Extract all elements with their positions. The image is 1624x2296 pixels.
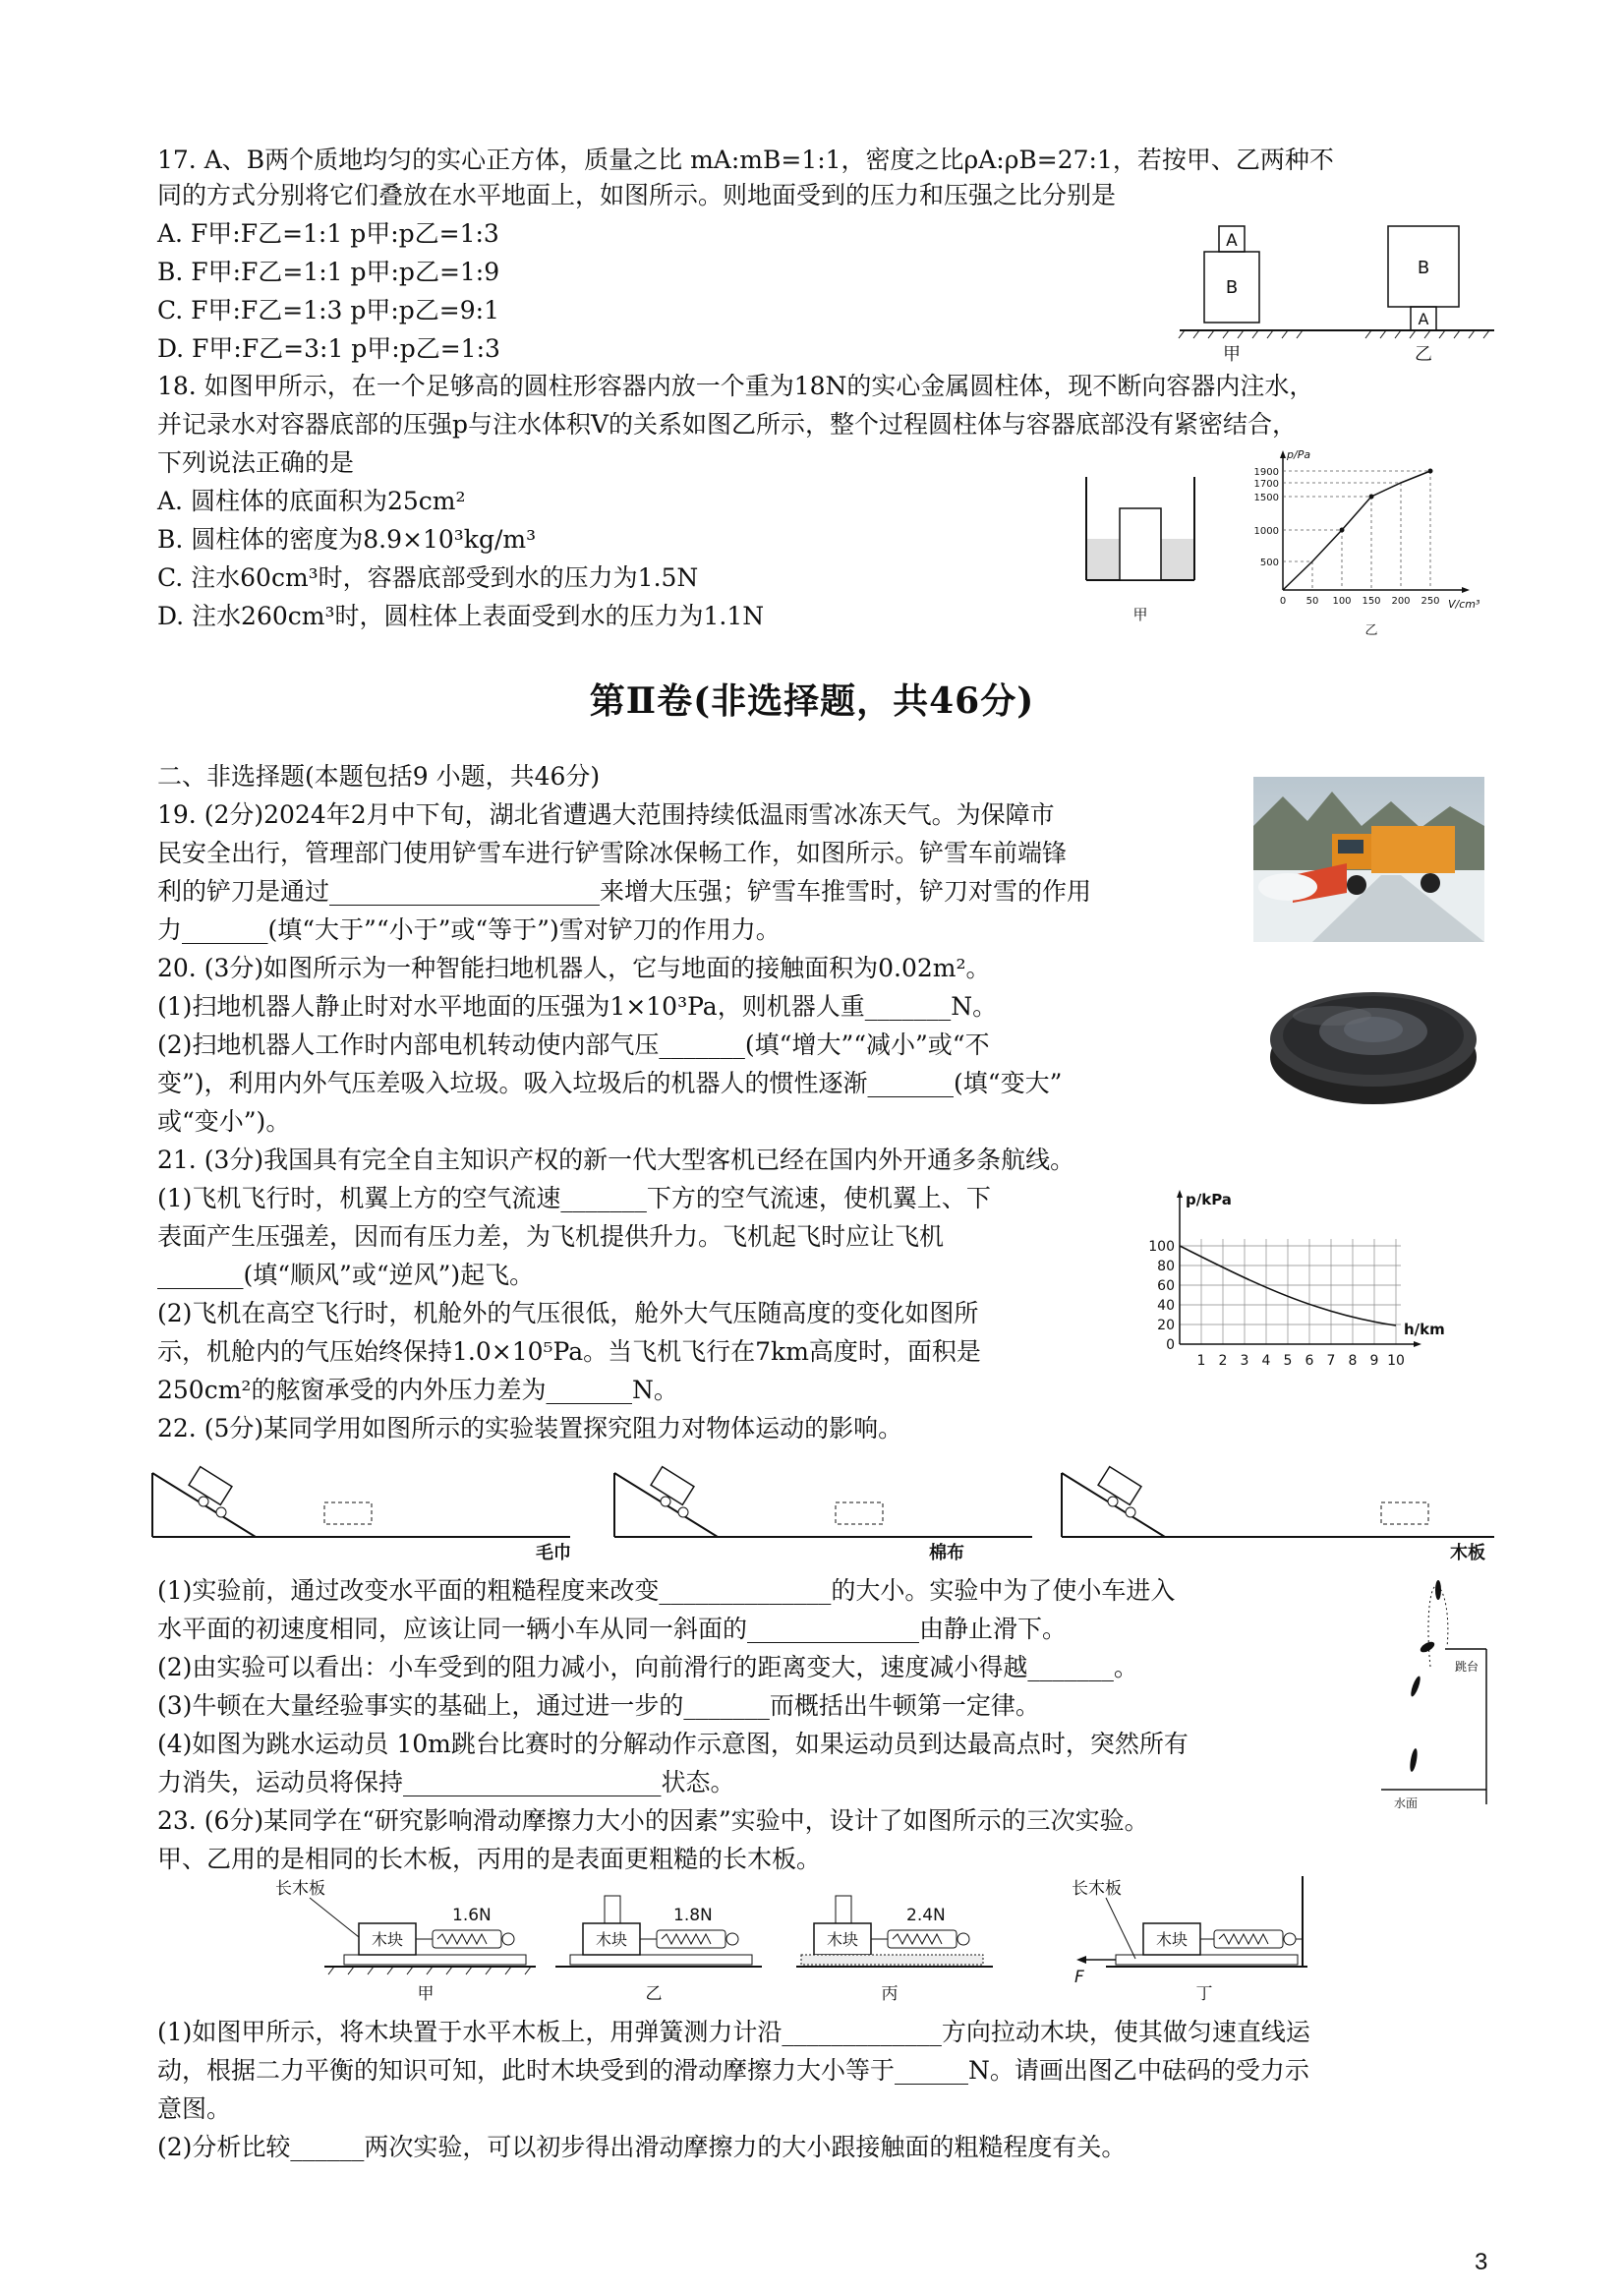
q21-chart-xtick: 8	[1348, 1353, 1358, 1369]
q23-line5: 意图。	[157, 2094, 232, 2123]
q23-fig2-force: 2.4N	[906, 1906, 946, 1925]
diving-platform-label: 跳台	[1455, 1660, 1479, 1674]
q23-fig1-caption: 乙	[645, 1984, 663, 2004]
q17-fig-label-a1: A	[1226, 231, 1238, 251]
q21-chart-xtick: 7	[1326, 1353, 1336, 1369]
q21-line6: 示，机舱内的气压始终保持1.0×10⁵Pa。当飞机飞行在7km高度时，面积是	[157, 1337, 981, 1366]
q18-chart-ylabel: p/Pa	[1287, 448, 1311, 461]
q23-fig1-force: 1.8N	[673, 1906, 713, 1925]
q20-line5: 或“变小”)。	[157, 1107, 291, 1136]
q21-chart-xtick: 3	[1240, 1353, 1249, 1369]
q17-option-d: D. F甲:F乙=3:1 p甲:p乙=1:3	[157, 334, 500, 363]
q18-chart-xtick: 250	[1421, 596, 1440, 607]
q23-fig3-board-label: 长木板	[1072, 1879, 1122, 1899]
q23-fig3-F: F	[1074, 1968, 1084, 1987]
q22-line3: (2)由实验可以看出：小车受到的阻力减小，向前滑行的距离变大，速度减小得越_______。	[157, 1653, 1138, 1681]
q21-chart-ytick: 60	[1157, 1278, 1175, 1294]
q18-chart-ytick: 1900	[1253, 467, 1279, 478]
q18-chart-ytick: 500	[1259, 558, 1279, 568]
page-number: 3	[1475, 2249, 1488, 2275]
q18-fig-caption-yi: 乙	[1364, 623, 1378, 638]
q21-pressure-chart	[1131, 1185, 1475, 1391]
q17-fig-label-b1: B	[1225, 277, 1239, 298]
q19-line4: 力_______(填“大于”“小于”或“等于”)雪对铲刀的作用力。	[157, 915, 781, 944]
q17-option-a: A. F甲:F乙=1:1 p甲:p乙=1:3	[157, 219, 499, 248]
q23-line4: 动，根据二力平衡的知识可知，此时木块受到的滑动摩擦力大小等于______N。请画出图乙中砝码的受力示	[157, 2056, 1309, 2085]
q21-line2: (1)飞机飞行时，机翼上方的空气流速_______下方的空气流速，使机翼上、下	[157, 1184, 991, 1212]
q18-chart-xlabel: V/cm³	[1448, 598, 1480, 611]
q17-figure	[1175, 216, 1499, 374]
q21-chart-xtick: 10	[1387, 1353, 1405, 1369]
q18-stem-line3: 下列说法正确的是	[157, 448, 355, 477]
q23-line3: (1)如图甲所示，将木块置于水平木板上，用弹簧测力计沿_____________方向拉动木块，使其做匀速直线运	[157, 2018, 1310, 2046]
q19-line1: 19. (2分)2024年2月中下旬，湖北省遭遇大范围持续低温雨雪冰冻天气。为保障市	[157, 800, 1055, 829]
q18-figure-jia	[1076, 472, 1214, 639]
q18-chart-xtick: 200	[1391, 596, 1411, 607]
q21-chart-xtick: 6	[1305, 1353, 1314, 1369]
q22-line6: 力消失，运动员将保持_____________________状态。	[157, 1768, 735, 1796]
q18-chart-xtick: 50	[1305, 596, 1319, 607]
q18-chart-xtick: 150	[1362, 596, 1381, 607]
q18-chart-xtick: 100	[1332, 596, 1352, 607]
q23-fig2-block: 木块	[826, 1930, 859, 1949]
q21-line1: 21. (3分)我国具有完全自主知识产权的新一代大型客机已经在国内外开通多条航线。	[157, 1146, 1075, 1174]
q21-chart-ytick: 80	[1157, 1259, 1175, 1274]
q21-chart-xtick: 9	[1369, 1353, 1379, 1369]
robot-vacuum-photo	[1263, 959, 1484, 1116]
q22-line4: (3)牛顿在大量经验事实的基础上，通过进一步的_______而概括出牛顿第一定律。	[157, 1691, 1040, 1720]
q17-option-b: B. F甲:F乙=1:1 p甲:p乙=1:9	[157, 258, 500, 286]
q21-chart-xtick: 5	[1283, 1353, 1293, 1369]
q18-stem-line1: 18. 如图甲所示，在一个足够高的圆柱形容器内放一个重为18N的实心金属圆柱体，现不断向容器内注水，	[157, 372, 1314, 400]
q22-line5: (4)如图为跳水运动员 10m跳台比赛时的分解动作示意图，如果运动员到达最高点时，突然所有	[157, 1730, 1189, 1758]
q18-chart-ytick: 1000	[1253, 526, 1279, 537]
section-title: 第Ⅱ卷(非选择题，共46分)	[589, 680, 1035, 722]
q18-option-c: C. 注水60cm³时，容器底部受到水的压力为1.5N	[157, 563, 699, 592]
q21-line3: 表面产生压强差，因而有压力差，为飞机提供升力。飞机起飞时应让飞机	[157, 1222, 945, 1251]
snowplow-photo	[1253, 777, 1484, 942]
diving-water-label: 水面	[1394, 1796, 1419, 1810]
q21-chart-ytick: 100	[1148, 1239, 1175, 1255]
q23-line6: (2)分析比较______两次实验，可以初步得出滑动摩擦力的大小跟接触面的粗糙程度有关。	[157, 2133, 1127, 2161]
q21-chart-ytick: 40	[1157, 1298, 1175, 1314]
q19-line3: 利的铲刀是通过______________________来增大压强；铲雪车推雪时，铲刀对雪的作用	[157, 877, 1092, 906]
q23-fig3-caption: 丁	[1195, 1984, 1213, 2004]
q22-stem: 22. (5分)某同学用如图所示的实验装置探究阻力对物体运动的影响。	[157, 1414, 903, 1442]
q21-line4: _______(填“顺风”或“逆风”)起飞。	[157, 1261, 535, 1289]
q22-line2: 水平面的初速度相同，应该让同一辆小车从同一斜面的______________由静止滑下。	[157, 1615, 1068, 1643]
q17-option-c: C. F甲:F乙=1:3 p甲:p乙=9:1	[157, 296, 499, 324]
q21-line5: (2)飞机在高空飞行时，机舱外的气压很低，舱外大气压随高度的变化如图所	[157, 1299, 979, 1327]
q23-fig2-caption: 丙	[881, 1984, 899, 2004]
q21-line7: 250cm²的舷窗承受的内外压力差为_______N。	[157, 1376, 678, 1404]
q23-fig1-block: 木块	[595, 1930, 628, 1949]
q23-fig0-caption: 甲	[417, 1984, 435, 2004]
q21-chart-xlabel: h/km	[1404, 1321, 1445, 1338]
q20-line2: (1)扫地机器人静止时对水平地面的压强为1×10³Pa，则机器人重_______N。	[157, 992, 998, 1021]
q18-stem-line2: 并记录水对容器底部的压强p与注水体积V的关系如图乙所示，整个过程圆柱体与容器底部没有紧密结合，	[157, 410, 1298, 439]
q20-line4: 变”)，利用内外气压差吸入垃圾。吸入垃圾后的机器人的惯性逐渐_______(填“变大”	[157, 1069, 1063, 1097]
diving-figure	[1376, 1578, 1489, 1814]
q17-stem-line2: 同的方式分别将它们叠放在水平地面上，如图所示。则地面受到的压力和压强之比分别是	[157, 181, 1117, 209]
q21-chart-ytick: 0	[1166, 1337, 1175, 1353]
q21-chart-ylabel: p/kPa	[1186, 1191, 1232, 1208]
q17-fig-caption-jia: 甲	[1223, 344, 1241, 365]
q18-option-a: A. 圆柱体的底面积为25cm²	[157, 487, 466, 515]
q18-chart-ytick: 1700	[1253, 479, 1279, 490]
q18-chart-yi	[1244, 442, 1484, 644]
q17-stem-line1: 17. A、B两个质地均匀的实心正方体，质量之比 mA:mB=1:1，密度之比ρA:ρB=27:1，若按甲、乙两种不	[157, 146, 1334, 174]
q18-chart-xtick: 0	[1279, 596, 1287, 607]
q22-line1: (1)实验前，通过改变水平面的粗糙程度来改变______________的大小。实验中为了使小车进入	[157, 1576, 1176, 1605]
q18-option-d: D. 注水260cm³时，圆柱体上表面受到水的压力为1.1N	[157, 602, 765, 630]
q22-surface-2: 木板	[1450, 1543, 1485, 1563]
q18-option-b: B. 圆柱体的密度为8.9×10³kg/m³	[157, 525, 537, 554]
q23-friction-figures	[251, 1876, 1371, 2004]
q23-fig0-block: 木块	[371, 1930, 404, 1949]
q20-line1: 20. (3分)如图所示为一种智能扫地机器人，它与地面的接触面积为0.02m²。	[157, 954, 991, 982]
q21-chart-xtick: 2	[1218, 1353, 1228, 1369]
q17-fig-label-b2: B	[1417, 258, 1430, 278]
q17-fig-label-a2: A	[1418, 310, 1429, 328]
q19-line2: 民安全出行，管理部门使用铲雪车进行铲雪除冰保畅工作，如图所示。铲雪车前端锋	[157, 839, 1068, 867]
q21-chart-xtick: 1	[1196, 1353, 1206, 1369]
q17-fig-caption-yi: 乙	[1415, 344, 1432, 365]
q23-fig0-force: 1.6N	[452, 1906, 492, 1925]
q18-chart-ytick: 1500	[1253, 493, 1279, 503]
q20-line3: (2)扫地机器人工作时内部电机转动使内部气压_______(填“增大”“减小”或“不	[157, 1030, 990, 1059]
q18-fig-caption-jia: 甲	[1132, 606, 1148, 623]
q21-chart-xtick: 4	[1261, 1353, 1271, 1369]
q21-chart-ytick: 20	[1157, 1318, 1175, 1333]
q22-surface-1: 棉布	[929, 1543, 964, 1563]
q23-line2: 甲、乙用的是相同的长木板，丙用的是表面更粗糙的长木板。	[157, 1845, 822, 1873]
q22-incline-figures	[147, 1453, 1504, 1571]
q23-line1: 23. (6分)某同学在“研究影响滑动摩擦力大小的因素”实验中，设计了如图所示的三次实验。	[157, 1806, 1149, 1835]
q23-fig0-board-label: 长木板	[275, 1879, 325, 1899]
q22-surface-0: 毛巾	[536, 1543, 571, 1563]
part2-intro: 二、非选择题(本题包括9 小题，共46分)	[157, 762, 601, 791]
q23-fig3-block: 木块	[1155, 1930, 1189, 1949]
